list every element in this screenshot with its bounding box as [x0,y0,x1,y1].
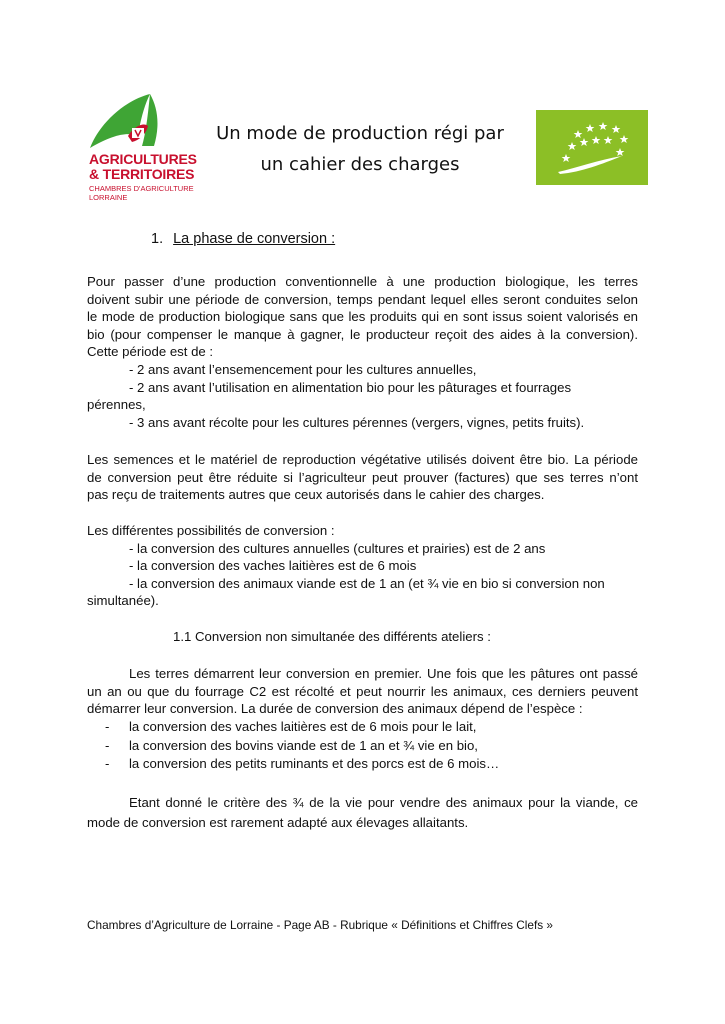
intro-line: Pour passer d’une production conventionnelle à une production biologique, les terres [87,274,638,289]
intro-line: doivent subir une période de conversion, temps pendant lequel elles seront conduites selon [87,291,638,307]
page-title [205,118,515,180]
section-number: 1. [151,231,164,247]
seeds-line: de conversion peut être réduite si l’agriculteur peut prouver (factures) que ses terres n’ont [87,469,638,485]
seeds-line: pas reçu de traitements autres que ceux autorisés dans le cahier des charges. [87,487,545,503]
possibility-item: - la conversion des vaches laitières est de 6 mois [129,558,417,574]
leaf-logo-icon [88,92,183,152]
title-line-2: un cahier des charges [260,154,460,175]
subsection-para-line: Les terres démarrent leur conversion en premier. Une fois que les pâtures ont passé [129,666,638,681]
intro-line: bio (pour compenser le manque à gagner, le producteur reçoit des aides à la conversion). [87,326,638,342]
duration-item: - 3 ans avant récolte pour les cultures pérennes (vergers, vignes, petits fruits). [129,414,585,430]
bullet-marker: - [105,756,110,772]
subsection-para-line: un an ou que du fourrage C2 est récolté et peut nourrir les animaux, ces derniers peuvent [87,683,638,699]
closing-line: Etant donné le critère des ¾ de la vie pour vendre des animaux pour la viande, ce [129,795,638,810]
possibility-item: - la conversion des animaux viande est de 1 an (et ¾ vie en bio si conversion non [129,575,605,591]
bullet-item: la conversion des vaches laitières est de 6 mois pour le lait, [129,719,477,734]
page-footer: Chambres d’Agriculture de Lorraine - Page AB - Rubrique « Définitions et Chiffres Clefs » [87,918,553,932]
section-heading-text: La phase de conversion : [173,231,336,247]
logo-line-agricultures: AGRICULTURES [89,151,197,167]
bullet-marker: - [105,737,110,753]
logo-line-lorraine: LORRAINE [89,193,128,202]
chambres-agriculture-logo [86,92,211,207]
duration-item: pérennes, [87,397,146,413]
duration-item: - 2 ans avant l’utilisation en alimentation bio pour les pâturages et fourrages [129,379,572,395]
possibility-item: - la conversion des cultures annuelles (cultures et prairies) est de 2 ans [129,540,546,556]
closing-line: mode de conversion est rarement adapté aux élevages allaitants. [87,815,469,830]
seeds-line: Les semences et le matériel de reproduction végétative utilisés doivent être bio. La période [87,452,638,467]
intro-line: le mode de production biologique sans que les produits qui en sont issus soient valorisés en [87,309,638,325]
eu-organic-leaf-icon [536,110,648,185]
logo-line-territoires: & TERRITOIRES [89,166,195,182]
possibilities-intro: Les différentes possibilités de conversion : [87,523,335,538]
title-line-1: Un mode de production régi par [216,123,504,144]
possibility-item: simultanée). [87,593,159,609]
subsection-heading: 1.1 Conversion non simultanée des différents ateliers : [173,629,491,644]
bullet-item: la conversion des bovins viande est de 1 an et ¾ vie en bio, [129,737,478,753]
subsection-para-line: démarrer leur conversion. La durée de conversion des animaux dépend de l’espèce : [87,701,583,717]
duration-item: - 2 ans avant l’ensemencement pour les cultures annuelles, [129,362,477,377]
bullet-item: la conversion des petits ruminants et des porcs est de 6 mois… [129,756,500,772]
logo-line-chambres: CHAMBRES D'AGRICULTURE [89,184,194,193]
section-heading-conversion [151,231,335,247]
intro-line: Cette période est de : [87,344,214,360]
bullet-marker: - [105,719,110,734]
